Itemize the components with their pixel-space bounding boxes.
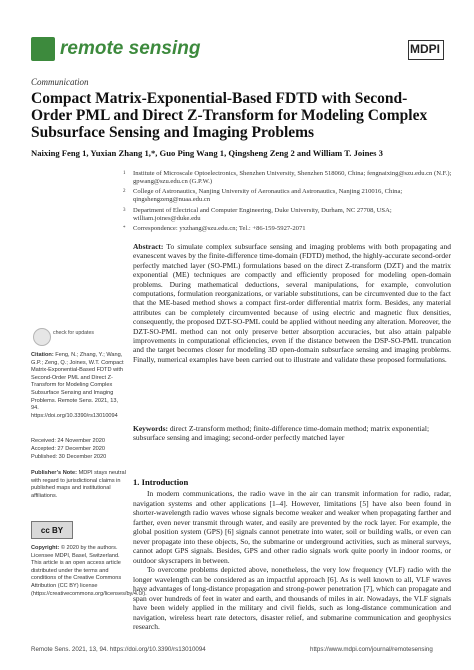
affiliation-number: 1 (123, 171, 126, 176)
citation-text: Feng, N.; Zhang, Y.; Wang, G.P.; Zeng, Q.; Joines, W.T. Compact Matrix-Exponential-Based FDTD with Second-Order PML and Direct Z-Transform for Modeling Complex Subsurface Sensing and Imaging Problems. Remote Sens. 2021, 13, 94. https://doi.org/10.3390/rs13010094 (31, 352, 124, 419)
affiliation-text: Department of Electrical and Computer Engineering, Duke University, Durham, NC 27708, USA; william.joines@duke.edu (133, 207, 392, 223)
accepted-date: Accepted: 27 December 2020 (31, 446, 106, 452)
abstract (133, 242, 451, 364)
introduction-body (133, 489, 451, 632)
journal-logo-icon (31, 37, 55, 61)
copyright-text: © 2020 by the authors. Licensee MDPI, Basel, Switzerland. This article is an open access article distributed under the terms and conditions of the Creative Commons Attribution (CC BY) license (https://creativecommons.org/licenses/by/4.0/). (31, 545, 147, 597)
check-updates-label[interactable]: check for updates (53, 330, 94, 336)
check-updates-icon[interactable] (33, 328, 51, 346)
publisher-note (31, 470, 126, 500)
mdpi-logo-text: MDPI (410, 42, 440, 56)
received-date: Received: 24 November 2020 (31, 438, 106, 444)
article-title: Compact Matrix-Exponential-Based FDTD with Second-Order PML and Direct Z-Transform for Modeling Complex Subsurface Sensing and Imaging Problems (31, 90, 428, 141)
citation-block (31, 352, 126, 420)
citation-label: Citation: (31, 352, 54, 358)
journal-name: remote sensing (60, 38, 201, 59)
publisher-note-label: Publisher’s Note: (31, 470, 78, 476)
affiliation-number: 2 (123, 189, 126, 194)
paragraph: To overcome problems depicted above, nonetheless, the very low frequency (VLF) radio with the longer wavelength can be considered as an impactful approach [6]. As is well known to all, VLF waves have advantages of long-distance propagation and strong-power penetration [7], which can propagate and span over hundreds of feet in water and earth, and thousands of miles in air. Nowadays, the VLF signals have been widely applied in the military and civil fields, such as long-distance communication and navigation, wireless heart rate detectors, disaster relief, and submarine communication and geophysics research. (133, 565, 451, 631)
affiliation-text: College of Astronautics, Nanjing University of Aeronautics and Astronautics, Nanjing 210016, China; qingshengzeng@nuaa.edu.cn (133, 188, 403, 204)
published-date: Published: 30 December 2020 (31, 454, 107, 460)
affiliation-number: * (123, 226, 126, 231)
abstract-label: Abstract: (133, 242, 164, 251)
affiliation-number: 3 (123, 208, 126, 213)
publisher-note-text: MDPI stays neutral with regard to jurisdictional claims in published maps and institutional affiliations. (31, 470, 126, 499)
cc-license-icon[interactable]: cc BY (31, 521, 73, 539)
paragraph: In modern communications, the radio wave in the air can transmit information for radio, radar, navigation systems and other applications [1–4]. However, limitations [5] have also been found in shorter-wavelength radio waves whose signals become weaker and weaker when propagating farther and farther, even never transmit through water, and easily are prevented by the rock layer. For example, the global position system (GPS) [6] signals cannot penetrate into water, soil or building walls, or even can never propagate into these objects, So, the submarine or underground activities, such as mineral surveys, cannot adopt GPS signals. Besides, GPS and other radio signals work quite poorly in indoor rooms, or outdoor skyscrapers in between. (133, 489, 451, 565)
affiliation-2 (123, 188, 453, 204)
footer-citation: Remote Sens. 2021, 13, 94. https://doi.org/10.3390/rs13010094 (31, 646, 206, 653)
section-heading: 1. Introduction (133, 477, 189, 487)
article-category: Communication (31, 77, 89, 87)
keywords-text: direct Z-transform method; finite-difference time-domain method; matrix exponential; subsurface sensing and imaging; second-order perfectly matched layer (133, 424, 430, 443)
abstract-text: To simulate complex subsurface sensing and imaging problems with both propagating and evanescent waves by the finite-difference time-domain (FDTD) method, the highly-accurate second-order perfectly matched layer (SO-PML) formulations based on the direct Z-transform (DZT) and the matrix exponential (ME) techniques are compactly and efficiently proposed for modeling open-domain problems. During mathematical deductions, several manipulations, for example, convolution computations, formulation reorganizations, or variable substitutions, can be circumvented due to the fact that the ME-based method shows a compact first-order differential matrix form. Besides, any material attributes can be completely circumvented because of using electric and magnetic flux densities, consequently, the proposed DZT-SO-PML could be applied without needing any alteration. Moreover, the DZT-SO-PML method can not only preserve better absorption accuracies, but also attain palpable improvements in computational efficiencies, even if the distance between the DSP-SO-PML truncation and the target becomes closer for modeling 3D open-domain subsurface sensing and imaging problems. Finally, numerical examples have been carried out to illustrate and validate these proposed formulations. (133, 242, 451, 364)
affiliation-1 (123, 170, 453, 186)
author-list: Naixing Feng 1, Yuxian Zhang 1,*, Guo Ping Wang 1, Qingsheng Zeng 2 and William T. Joines 3 (31, 148, 383, 158)
affiliation-3 (123, 207, 453, 223)
footer-journal-url[interactable]: https://www.mdpi.com/journal/remotesensing (310, 646, 433, 653)
copyright-label: Copyright: (31, 545, 60, 551)
keywords-label: Keywords: (133, 424, 168, 433)
copyright-block (31, 545, 147, 598)
affiliation-text: Institute of Microscale Optoelectronics, Shenzhen University, Shenzhen 518060, China; fengnaixing@szu.edu.cn (N.F.); gpwang@szu.edu.cn (G.P.W.) (133, 170, 452, 186)
correspondence (123, 225, 453, 233)
affiliation-text: Correspondence: yxzhang@szu.edu.cn; Tel.: +86-159-5927-2071 (133, 225, 306, 232)
keywords (133, 424, 451, 443)
